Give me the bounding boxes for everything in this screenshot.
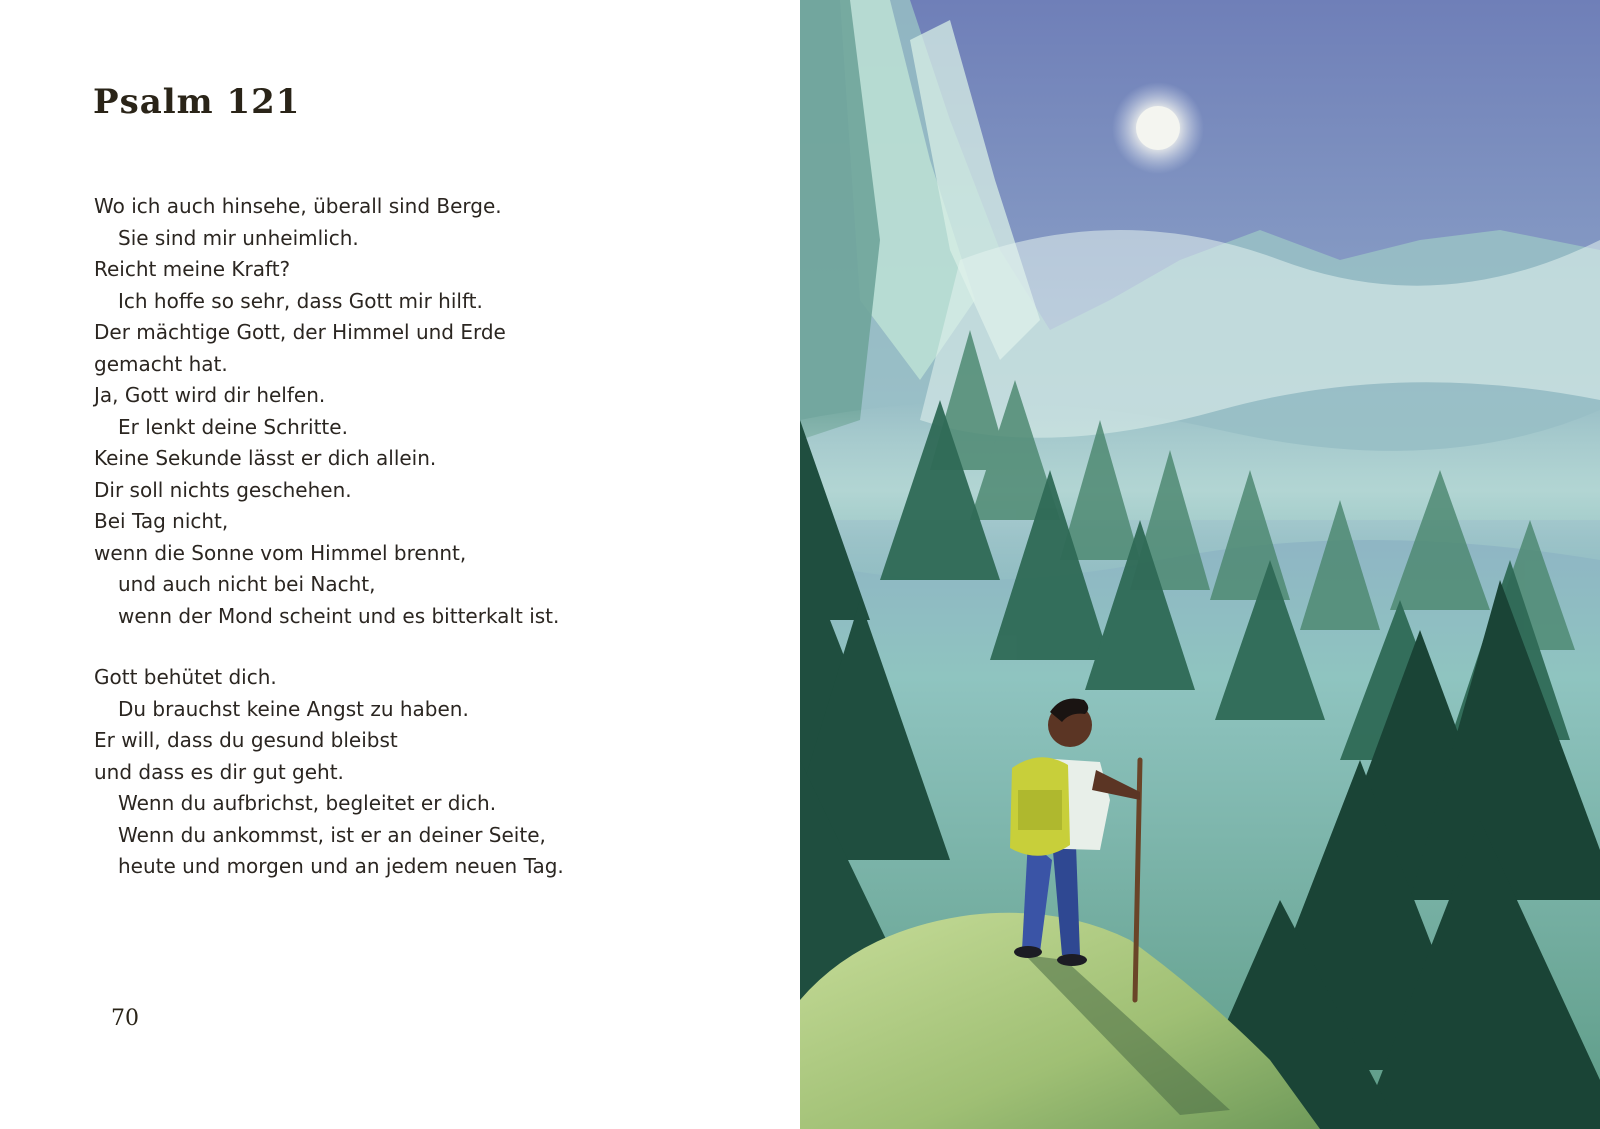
poem-line: Wo ich auch hinsehe, überall sind Berge.: [94, 194, 502, 218]
poem-line: und auch nicht bei Nacht,: [118, 572, 376, 596]
stanza: [94, 662, 734, 883]
poem-line: Ja, Gott wird dir helfen.: [94, 383, 326, 407]
page-number: 70: [111, 1006, 139, 1031]
poem-line: gemacht hat.: [94, 351, 228, 376]
poem-line: Du brauchst keine Angst zu haben.: [118, 696, 469, 721]
moon-icon: [1112, 82, 1204, 174]
poem-line: heute und morgen und an jedem neuen Tag.: [118, 854, 564, 878]
page-title: Psalm 121: [93, 82, 301, 122]
poem-line: Er lenkt deine Schritte.: [118, 414, 348, 439]
poem-line: wenn der Mond scheint und es bitterkalt ist.: [118, 603, 560, 628]
poem-line: Wenn du ankommst, ist er an deiner Seite,: [118, 822, 546, 847]
poem-line: Sie sind mir unheimlich.: [118, 225, 359, 250]
poem-line: Reicht meine Kraft?: [94, 257, 291, 281]
illustration: [800, 0, 1600, 1129]
poem-line: Bei Tag nicht,: [94, 509, 229, 533]
poem-text: [94, 191, 734, 913]
poem-line: Der mächtige Gott, der Himmel und Erde: [94, 320, 506, 344]
poem-line: Gott behütet dich.: [94, 665, 277, 689]
poem-line: Wenn du aufbrichst, begleitet er dich.: [118, 791, 497, 815]
poem-line: Keine Sekunde lässt er dich allein.: [94, 446, 437, 470]
stanza: [94, 191, 734, 632]
poem-line: Er will, dass du gesund bleibst: [94, 728, 398, 752]
poem-line: Dir soll nichts geschehen.: [94, 477, 352, 502]
poem-line: Ich hoffe so sehr, dass Gott mir hilft.: [118, 288, 483, 313]
poem-line: wenn die Sonne vom Himmel brennt,: [94, 540, 467, 565]
poem-line: und dass es dir gut geht.: [94, 759, 344, 784]
